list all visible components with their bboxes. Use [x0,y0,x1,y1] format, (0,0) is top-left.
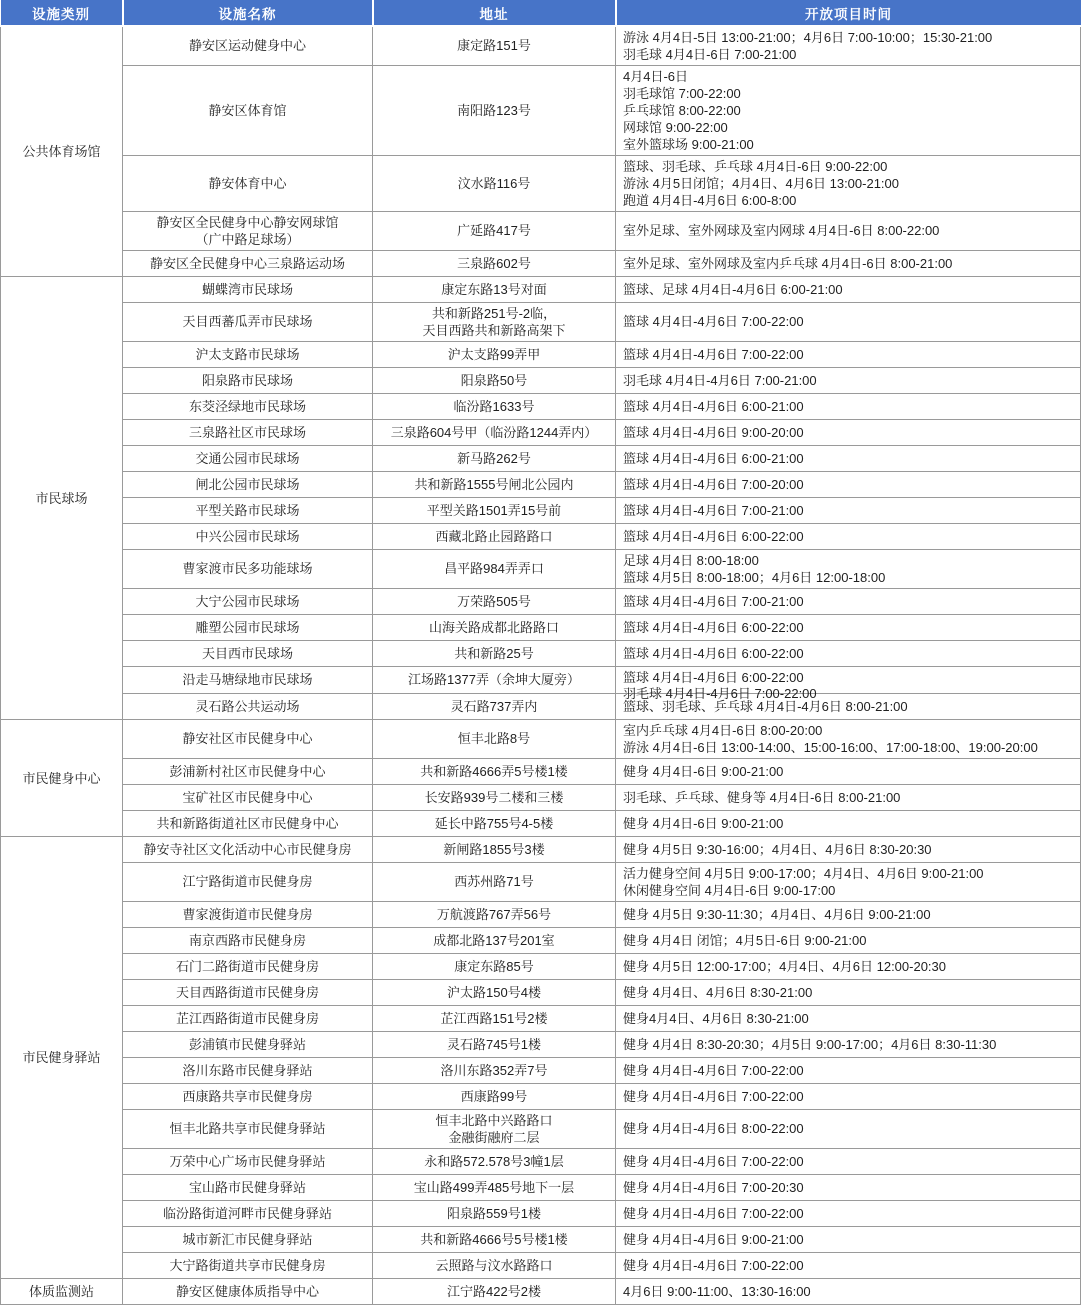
open-hours-cell [616,26,1081,66]
address-line: 天目西路共和新路高架下 [422,322,566,338]
table-row [1,212,1081,251]
facility-name-cell: 南京西路市民健身房 [123,928,373,954]
address-cell: 阳泉路50号 [373,368,616,394]
address-cell [373,1110,616,1149]
table-row [1,928,1081,954]
open-hours-line: 篮球 4月4日-4月6日 6:00-22:00 [623,645,804,661]
address-cell: 西苏州路71号 [373,863,616,902]
facility-name-cell: 灵石路公共运动场 [123,694,373,720]
facility-name-cell: 天目西路街道市民健身房 [123,980,373,1006]
facility-name-cell: 平型关路市民球场 [123,498,373,524]
address-cell: 延长中路755号4-5楼 [373,811,616,837]
table-row [1,759,1081,785]
address-cell: 江场路1377弄（余坤大厦旁） [373,667,616,694]
table-row [1,694,1081,720]
open-hours-line: 篮球、羽毛球、乒乓球 4月4日-6日 9:00-22:00 [623,158,888,174]
address-cell: 平型关路1501弄15号前 [373,498,616,524]
open-hours-cell [616,641,1081,667]
table-row [1,615,1081,641]
address-cell: 共和新路1555号闸北公园内 [373,472,616,498]
facility-name-cell: 东茭泾绿地市民球场 [123,394,373,420]
open-hours-line: 羽毛球 4月4日-4月6日 7:00-21:00 [623,372,817,388]
open-hours-line: 室外足球、室外网球及室内乒乓球 4月4日-6日 8:00-21:00 [623,255,953,271]
open-hours-cell [616,1201,1081,1227]
table-row [1,1253,1081,1279]
open-hours-cell [616,498,1081,524]
open-hours-line: 健身 4月4日-6日 9:00-21:00 [623,763,784,779]
open-hours-cell [616,720,1081,759]
facility-name-cell: 宝矿社区市民健身中心 [123,785,373,811]
table-row [1,1227,1081,1253]
address-cell: 洛川东路352弄7号 [373,1058,616,1084]
open-hours-line [623,686,1080,691]
address-cell: 长安路939号二楼和三楼 [373,785,616,811]
facility-name-line: 静安区全民健身中心静安网球馆 [156,214,339,230]
table-row [1,1032,1081,1058]
open-hours-cell [616,420,1081,446]
facility-name-cell: 西康路共享市民健身房 [123,1084,373,1110]
address-cell: 西藏北路止园路路口 [373,524,616,550]
open-hours-cell [616,954,1081,980]
open-hours-cell [616,303,1081,342]
facility-name-cell: 天目西市民球场 [123,641,373,667]
facility-name-line: （广中路足球场） [195,231,300,247]
address-cell: 阳泉路559号1楼 [373,1201,616,1227]
address-cell: 沪太路150号4楼 [373,980,616,1006]
open-hours-line: 篮球 4月4日-4月6日 7:00-21:00 [623,502,804,518]
table-row [1,498,1081,524]
address-cell: 江宁路422号2楼 [373,1279,616,1305]
table-row [1,785,1081,811]
facility-name-cell: 静安区健康体质指导中心 [123,1279,373,1305]
address-cell: 昌平路984弄弄口 [373,550,616,589]
open-hours-cell [616,472,1081,498]
open-hours-cell [616,1279,1081,1305]
table-row [1,641,1081,667]
open-hours-line: 健身 4月4日-4月6日 9:00-21:00 [623,1231,804,1247]
facility-name-cell: 共和新路街道社区市民健身中心 [123,811,373,837]
facility-name-cell: 静安区运动健身中心 [123,26,373,66]
address-cell: 临汾路1633号 [373,394,616,420]
open-hours-line: 篮球、羽毛球、乒乓球 4月4日-4月6日 8:00-21:00 [623,698,908,714]
open-hours-line: 室内乒乓球 4月4日-6日 8:00-20:00 [623,722,823,738]
table-row [1,26,1081,66]
address-cell: 成都北路137号201室 [373,928,616,954]
open-hours-line: 4月6日 9:00-11:00、13:30-16:00 [623,1283,811,1299]
address-cell: 山海关路成都北路路口 [373,615,616,641]
open-hours-cell [616,446,1081,472]
table-row [1,902,1081,928]
facility-name-cell: 彭浦镇市民健身驿站 [123,1032,373,1058]
open-hours-line: 篮球 4月4日-4月6日 7:00-21:00 [623,593,804,609]
open-hours-line: 健身 4月5日 9:30-16:00；4月4日、4月6日 8:30-20:30 [623,841,932,857]
category-cell: 市民球场 [1,277,123,720]
open-hours-line: 篮球 4月4日-4月6日 6:00-21:00 [623,398,804,414]
address-cell: 恒丰北路8号 [373,720,616,759]
facility-name-cell: 沪太支路市民球场 [123,342,373,368]
facility-name-cell: 阳泉路市民球场 [123,368,373,394]
open-hours-line: 羽毛球、乒乓球、健身等 4月4日-6日 8:00-21:00 [623,789,901,805]
facility-name-cell: 城市新汇市民健身驿站 [123,1227,373,1253]
open-hours-line: 游泳 4月4日-6日 13:00-14:00、15:00-16:00、17:00-18:00、19:00-20:00 [623,739,1038,755]
column-header-open-hours: 开放项目时间 [616,0,1081,26]
open-hours-line: 活力健身空间 4月5日 9:00-17:00；4月4日、4月6日 9:00-21:00 [623,865,984,881]
table-row [1,251,1081,277]
open-hours-cell [616,1227,1081,1253]
table-row [1,277,1081,303]
open-hours-line: 4月4日-6日 [623,68,689,84]
open-hours-line: 羽毛球馆 7:00-22:00 [623,85,741,101]
address-cell: 康定东路13号对面 [373,277,616,303]
open-hours-cell [616,785,1081,811]
open-hours-line: 健身 4月5日 12:00-17:00；4月4日、4月6日 12:00-20:30 [623,958,947,974]
open-hours-line: 健身 4月4日-4月6日 7:00-20:30 [623,1179,804,1195]
open-hours-line: 健身 4月4日、4月6日 8:30-21:00 [623,984,813,1000]
open-hours-cell [616,1110,1081,1149]
facility-name-cell: 万荣中心广场市民健身驿站 [123,1149,373,1175]
open-hours-cell [616,251,1081,277]
facility-name-cell: 宝山路市民健身驿站 [123,1175,373,1201]
table-row [1,472,1081,498]
open-hours-line: 网球馆 9:00-22:00 [623,119,728,135]
open-hours-line: 休闲健身空间 4月4日-6日 9:00-17:00 [623,882,836,898]
open-hours-cell [616,368,1081,394]
open-hours-line: 健身 4月4日-4月6日 7:00-22:00 [623,1062,804,1078]
facility-name-cell: 沿走马塘绿地市民球场 [123,667,373,694]
address-cell: 南阳路123号 [373,66,616,156]
address-cell: 三泉路604号甲（临汾路1244弄内） [373,420,616,446]
open-hours-line: 篮球 4月5日 8:00-18:00；4月6日 12:00-18:00 [623,569,886,585]
table-row [1,1201,1081,1227]
address-cell: 云照路与汶水路路口 [373,1253,616,1279]
open-hours-cell [616,667,1081,694]
open-hours-line: 健身 4月4日 闭馆；4月5日-6日 9:00-21:00 [623,932,867,948]
open-hours-cell [616,394,1081,420]
facility-name-cell: 交通公园市民球场 [123,446,373,472]
open-hours-line: 篮球 4月4日-4月6日 7:00-22:00 [623,314,804,329]
open-hours-cell [616,615,1081,641]
table-row [1,342,1081,368]
address-cell [373,303,616,342]
table-row [1,394,1081,420]
open-hours-cell [616,863,1081,902]
open-hours-line: 乒乓球馆 8:00-22:00 [623,102,741,118]
table-row [1,811,1081,837]
address-cell: 万航渡路767弄56号 [373,902,616,928]
open-hours-cell [616,837,1081,863]
open-hours-cell [616,342,1081,368]
address-cell: 新马路262号 [373,446,616,472]
address-cell: 灵石路745号1楼 [373,1032,616,1058]
open-hours-cell [616,212,1081,251]
address-cell: 新闸路1855号3楼 [373,837,616,863]
table-row [1,1058,1081,1084]
facility-name-cell: 静安寺社区文化活动中心市民健身房 [123,837,373,863]
table-row [1,667,1081,694]
address-line: 金融街融府二层 [448,1129,540,1145]
table-row [1,980,1081,1006]
open-hours-line: 篮球、足球 4月4日-4月6日 6:00-21:00 [623,281,843,297]
open-hours-cell [616,1175,1081,1201]
facility-name-cell: 静安体育中心 [123,156,373,212]
open-hours-line: 健身4月4日、4月6日 8:30-21:00 [623,1010,809,1026]
open-hours-line: 室外足球、室外网球及室内网球 4月4日-6日 8:00-22:00 [623,223,940,238]
address-cell: 共和新路4666弄5号楼1楼 [373,759,616,785]
open-hours-line: 健身 4月4日-4月6日 7:00-22:00 [623,1153,804,1169]
facility-name-cell [123,212,373,251]
open-hours-cell [616,759,1081,785]
table-row [1,550,1081,589]
open-hours-line: 室外篮球场 9:00-21:00 [623,136,754,152]
table-row [1,954,1081,980]
table-row [1,863,1081,902]
facility-name-cell: 江宁路街道市民健身房 [123,863,373,902]
facility-name-cell: 洛川东路市民健身驿站 [123,1058,373,1084]
facility-name-cell: 临汾路街道河畔市民健身驿站 [123,1201,373,1227]
open-hours-line: 健身 4月4日-4月6日 8:00-22:00 [623,1121,804,1136]
table-row [1,720,1081,759]
address-cell: 灵石路737弄内 [373,694,616,720]
address-cell: 西康路99号 [373,1084,616,1110]
address-cell: 广延路417号 [373,212,616,251]
table-row [1,837,1081,863]
table-row [1,1006,1081,1032]
table-row [1,1084,1081,1110]
open-hours-line: 健身 4月4日-6日 9:00-21:00 [623,815,784,831]
address-cell: 共和新路25号 [373,641,616,667]
open-hours-cell [616,1253,1081,1279]
table-row [1,1279,1081,1305]
facility-name-cell: 石门二路街道市民健身房 [123,954,373,980]
facility-name-cell: 彭浦新村社区市民健身中心 [123,759,373,785]
open-hours-line: 篮球 4月4日-4月6日 6:00-22:00 [623,669,804,685]
facility-name-cell: 静安社区市民健身中心 [123,720,373,759]
address-cell: 永和路572.578号3幢1层 [373,1149,616,1175]
table-row [1,66,1081,156]
open-hours-line: 羽毛球 4月4日-6日 7:00-21:00 [623,46,797,62]
open-hours-line: 健身 4月4日-4月6日 7:00-22:00 [623,1205,804,1221]
open-hours-cell [616,156,1081,212]
address-line: 恒丰北路中兴路路口 [435,1112,553,1128]
facility-name-cell: 大宁路街道共享市民健身房 [123,1253,373,1279]
category-cell: 市民健身驿站 [1,837,123,1279]
facility-name-cell: 静安区全民健身中心三泉路运动场 [123,251,373,277]
facility-name-cell: 蝴蝶湾市民球场 [123,277,373,303]
category-cell: 市民健身中心 [1,720,123,837]
open-hours-cell [616,1006,1081,1032]
open-hours-cell [616,1084,1081,1110]
facility-name-cell: 芷江西路街道市民健身房 [123,1006,373,1032]
column-header-address: 地址 [373,0,616,26]
open-hours-line: 篮球 4月4日-4月6日 6:00-21:00 [623,450,804,466]
address-cell: 康定路151号 [373,26,616,66]
open-hours-cell [616,66,1081,156]
facility-name-cell: 雕塑公园市民球场 [123,615,373,641]
table-row [1,156,1081,212]
table-row [1,368,1081,394]
open-hours-line: 健身 4月4日-4月6日 7:00-22:00 [623,1257,804,1273]
column-header-name: 设施名称 [123,0,373,26]
open-hours-cell [616,1032,1081,1058]
open-hours-line: 跑道 4月4日-4月6日 6:00-8:00 [623,192,797,208]
open-hours-line: 健身 4月5日 9:30-11:30；4月4日、4月6日 9:00-21:00 [623,906,931,922]
facility-name-cell: 三泉路社区市民球场 [123,420,373,446]
open-hours-line: 篮球 4月4日-4月6日 6:00-22:00 [623,528,804,544]
facility-name-cell: 曹家渡街道市民健身房 [123,902,373,928]
address-cell: 宝山路499弄485号地下一层 [373,1175,616,1201]
open-hours-cell [616,550,1081,589]
open-hours-cell [616,811,1081,837]
column-header-category: 设施类别 [1,0,123,26]
open-hours-cell [616,980,1081,1006]
open-hours-cell [616,277,1081,303]
table-row [1,1110,1081,1149]
open-hours-line: 健身 4月4日 8:30-20:30；4月5日 9:00-17:00；4月6日 8:30-11:30 [623,1036,997,1052]
open-hours-line: 篮球 4月4日-4月6日 7:00-22:00 [623,346,804,362]
table-row [1,524,1081,550]
table-header-row [1,0,1081,26]
address-line: 共和新路251号-2临， [431,305,557,321]
facility-name-cell: 曹家渡市民多功能球场 [123,550,373,589]
open-hours-cell [616,1149,1081,1175]
facility-name-cell: 恒丰北路共享市民健身驿站 [123,1110,373,1149]
address-cell: 万荣路505号 [373,589,616,615]
category-cell: 公共体育场馆 [1,26,123,277]
open-hours-cell [616,524,1081,550]
table-row [1,589,1081,615]
open-hours-line: 篮球 4月4日-4月6日 6:00-22:00 [623,619,804,635]
table-row [1,446,1081,472]
open-hours-cell [616,928,1081,954]
open-hours-cell [616,589,1081,615]
category-cell: 体质监测站 [1,1279,123,1305]
address-cell: 三泉路602号 [373,251,616,277]
open-hours-line: 游泳 4月4日-5日 13:00-21:00；4月6日 7:00-10:00；15:30-21:00 [623,29,993,45]
facility-name-cell: 大宁公园市民球场 [123,589,373,615]
facility-name-cell: 天目西蕃瓜弄市民球场 [123,303,373,342]
facility-name-cell: 静安区体育馆 [123,66,373,156]
open-hours-cell [616,1058,1081,1084]
table-row [1,1175,1081,1201]
address-cell: 沪太支路99弄甲 [373,342,616,368]
facility-name-cell: 中兴公园市民球场 [123,524,373,550]
address-cell: 芷江西路151号2楼 [373,1006,616,1032]
open-hours-line: 篮球 4月4日-4月6日 9:00-20:00 [623,424,804,440]
table-row [1,420,1081,446]
address-cell: 康定东路85号 [373,954,616,980]
open-hours-line: 足球 4月4日 8:00-18:00 [623,552,759,568]
facility-name-cell: 闸北公园市民球场 [123,472,373,498]
table-body [1,26,1081,1305]
open-hours-line: 篮球 4月4日-4月6日 7:00-20:00 [623,476,804,492]
open-hours-cell [616,902,1081,928]
open-hours-line: 游泳 4月5日闭馆；4月4日、4月6日 13:00-21:00 [623,175,899,191]
address-cell: 汶水路116号 [373,156,616,212]
address-cell: 共和新路4666号5号楼1楼 [373,1227,616,1253]
table-row [1,303,1081,342]
open-hours-line: 健身 4月4日-4月6日 7:00-22:00 [623,1088,804,1104]
table-row [1,1149,1081,1175]
